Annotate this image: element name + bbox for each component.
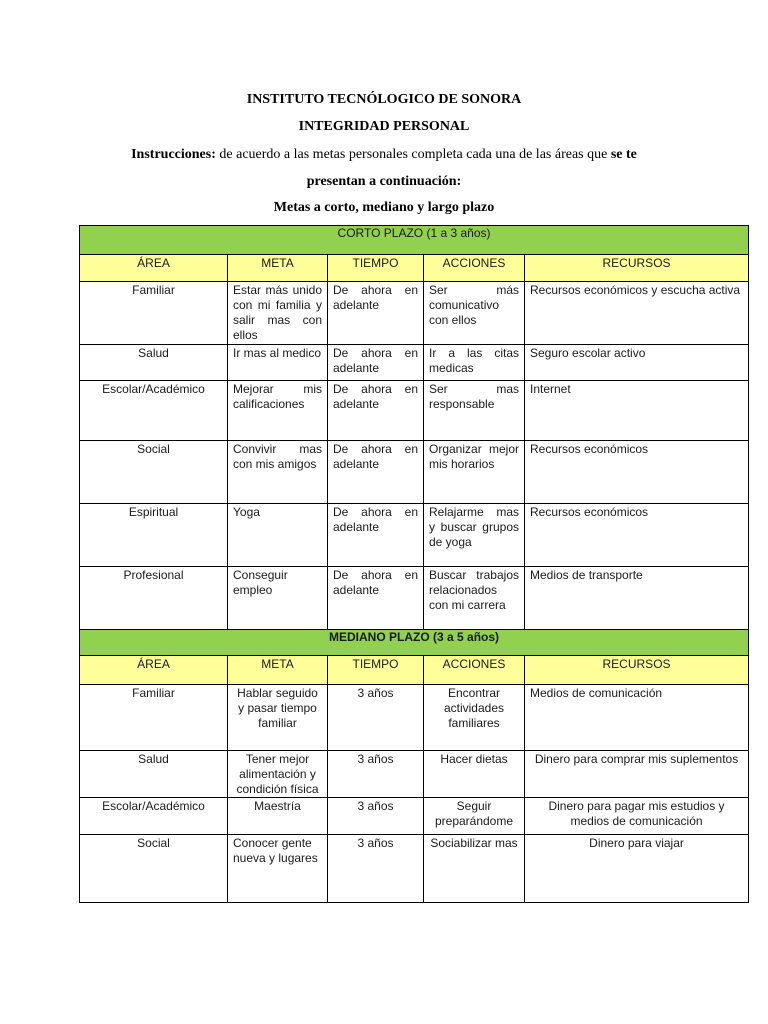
recursos-cell: Dinero para pagar mis estudios y medios de comunicación: [525, 798, 749, 835]
goals-table: [79, 225, 749, 903]
tiempo-cell: 3 años: [328, 751, 424, 798]
area-cell: Familiar: [80, 685, 228, 751]
table-row: [80, 282, 749, 345]
acciones-cell: Hacer dietas: [424, 751, 525, 798]
institute-title: INSTITUTO TECNÓLOGICO DE SONORA: [246, 92, 522, 107]
area-cell: Espiritual: [80, 504, 228, 567]
recursos-cell: Seguro escolar activo: [525, 345, 749, 381]
recursos-cell: Dinero para viajar: [525, 835, 749, 903]
meta-cell: Ir mas al medico: [228, 345, 328, 381]
tiempo-cell: De ahora en adelante: [328, 441, 424, 504]
col-header-meta: META: [228, 656, 328, 685]
instructions-text: de acuerdo a las metas personales completa cada una de las áreas que: [219, 147, 608, 162]
tiempo-cell: De ahora en adelante: [328, 504, 424, 567]
tiempo-cell: De ahora en adelante: [328, 567, 424, 630]
table-row: [80, 441, 749, 504]
goals-subtitle: Metas a corto, mediano y largo plazo: [273, 200, 495, 215]
col-header-recursos: RECURSOS: [525, 656, 749, 685]
column-headers: [80, 656, 749, 685]
area-cell: Escolar/Académico: [80, 798, 228, 835]
col-header-acciones: ACCIONES: [424, 255, 525, 282]
section-title: MEDIANO PLAZO (3 a 5 años): [80, 630, 749, 656]
acciones-cell: Organizar mejor mis horarios: [424, 441, 525, 504]
area-cell: Salud: [80, 751, 228, 798]
acciones-cell: Ser mas responsable: [424, 381, 525, 441]
area-cell: Profesional: [80, 567, 228, 630]
col-header-acciones: ACCIONES: [424, 656, 525, 685]
acciones-cell: Ser más comunicativo con ellos: [424, 282, 525, 345]
col-header-tiempo: TIEMPO: [328, 656, 424, 685]
instructions-bold-tail: se te: [610, 147, 637, 162]
acciones-cell: Ir a las citas medicas: [424, 345, 525, 381]
recursos-cell: Recursos económicos: [525, 504, 749, 567]
column-headers: [80, 255, 749, 282]
tiempo-cell: 3 años: [328, 798, 424, 835]
col-header-area: ÁREA: [80, 255, 228, 282]
meta-cell: Maestría: [228, 798, 328, 835]
subject-title: INTEGRIDAD PERSONAL: [298, 119, 470, 134]
recursos-cell: Medios de comunicación: [525, 685, 749, 751]
area-cell: Social: [80, 441, 228, 504]
acciones-cell: Relajarme mas y buscar grupos de yoga: [424, 504, 525, 567]
recursos-cell: Recursos económicos y escucha activa: [525, 282, 749, 345]
table-row: [80, 567, 749, 630]
recursos-cell: Recursos económicos: [525, 441, 749, 504]
area-cell: Salud: [80, 345, 228, 381]
tiempo-cell: 3 años: [328, 835, 424, 903]
area-cell: Escolar/Académico: [80, 381, 228, 441]
table-row: [80, 835, 749, 903]
meta-cell: Tener mejor alimentación y condición física: [228, 751, 328, 798]
tiempo-cell: De ahora en adelante: [328, 282, 424, 345]
tiempo-cell: De ahora en adelante: [328, 381, 424, 441]
col-header-meta: META: [228, 255, 328, 282]
meta-cell: Conseguir empleo: [228, 567, 328, 630]
area-cell: Social: [80, 835, 228, 903]
col-header-recursos: RECURSOS: [525, 255, 749, 282]
table-row: [80, 685, 749, 751]
instructions-line-2: presentan a continuación:: [306, 174, 462, 189]
table-row: [80, 345, 749, 381]
meta-cell: Convivir mas con mis amigos: [228, 441, 328, 504]
section-title: CORTO PLAZO (1 a 3 años): [80, 226, 749, 255]
tiempo-cell: 3 años: [328, 685, 424, 751]
meta-cell: Yoga: [228, 504, 328, 567]
meta-cell: Mejorar mis calificaciones: [228, 381, 328, 441]
recursos-cell: Medios de transporte: [525, 567, 749, 630]
meta-cell: Estar más unido con mi familia y salir mas con ellos: [228, 282, 328, 345]
acciones-cell: Sociabilizar mas: [424, 835, 525, 903]
acciones-cell: Encontrar actividades familiares: [424, 685, 525, 751]
instructions-line: [0, 147, 768, 163]
area-cell: Familiar: [80, 282, 228, 345]
acciones-cell: Buscar trabajos relacionados con mi carrera: [424, 567, 525, 630]
recursos-cell: Internet: [525, 381, 749, 441]
table-row: [80, 751, 749, 798]
instructions-label: Instrucciones:: [131, 147, 216, 162]
recursos-cell: Dinero para comprar mis suplementos: [525, 751, 749, 798]
meta-cell: Hablar seguido y pasar tiempo familiar: [228, 685, 328, 751]
col-header-tiempo: TIEMPO: [328, 255, 424, 282]
section-header-short-term: [80, 226, 749, 255]
table-row: [80, 381, 749, 441]
col-header-area: ÁREA: [80, 656, 228, 685]
table-row: [80, 504, 749, 567]
meta-cell: Conocer gente nueva y lugares: [228, 835, 328, 903]
tiempo-cell: De ahora en adelante: [328, 345, 424, 381]
section-header-medium-term: [80, 630, 749, 656]
acciones-cell: Seguir preparándome: [424, 798, 525, 835]
table-row: [80, 798, 749, 835]
